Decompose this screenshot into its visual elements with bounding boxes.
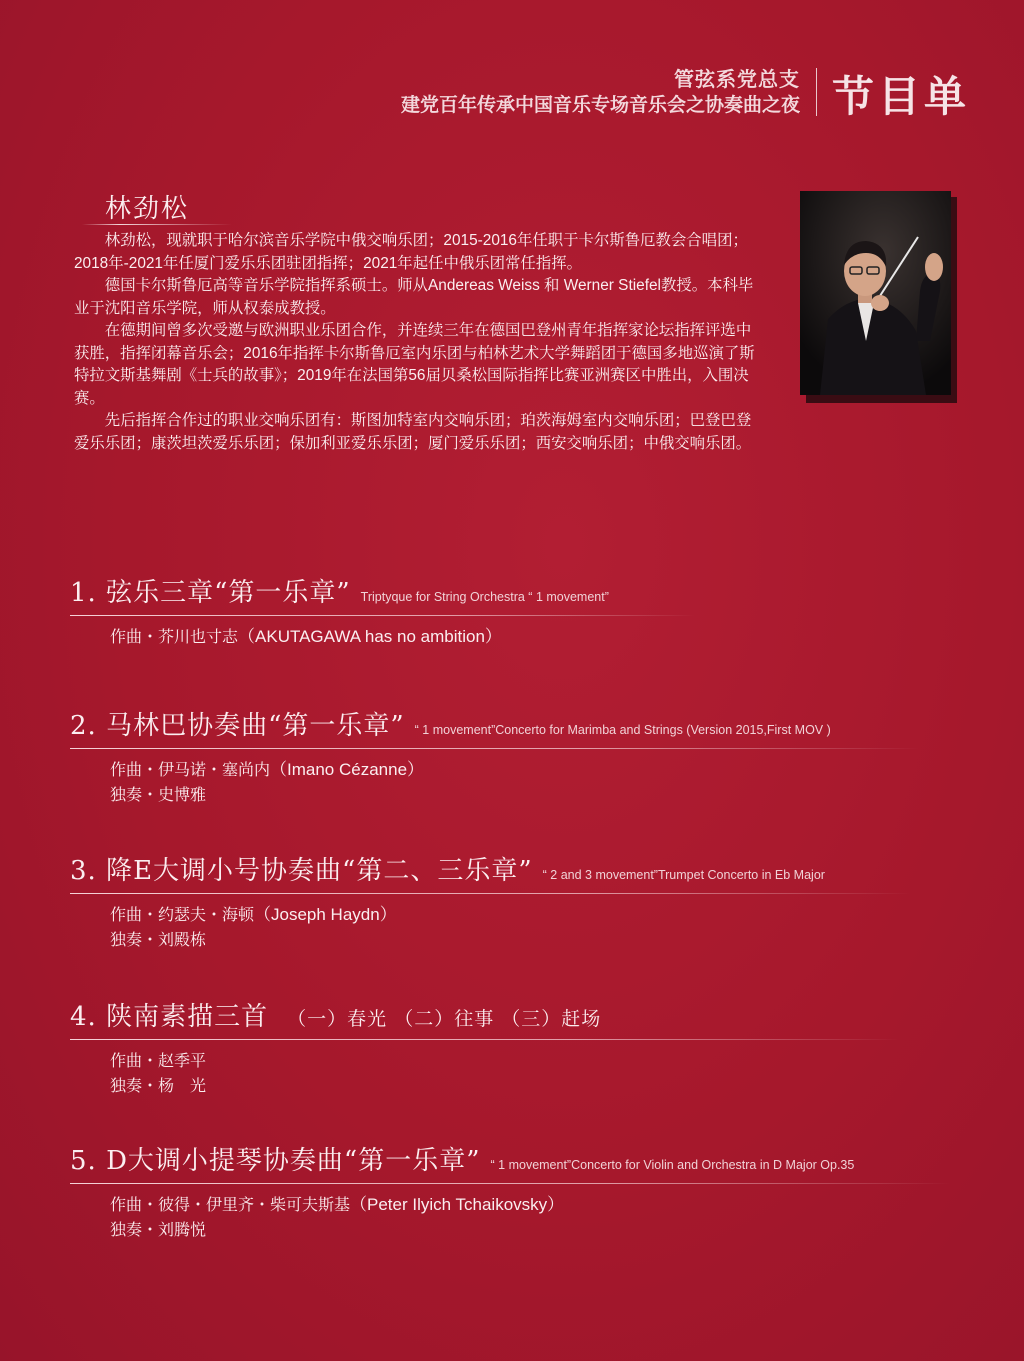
divider-rule (70, 1183, 950, 1184)
soloist-line: 独奏・刘腾悦 (110, 1220, 207, 1239)
item-title-row (70, 850, 950, 887)
piece-subtitle: （一）春光 （二）往事 （三）赶场 (287, 1008, 602, 1030)
piece-title: 2. 马林巴协奏曲“第一乐章” (70, 711, 405, 741)
program-item-2 (70, 705, 950, 807)
composer-line (110, 624, 950, 649)
page-title: 节目单 (832, 72, 971, 121)
item-title-row (70, 572, 950, 609)
conductor-name: 林劲松 (105, 194, 190, 224)
bio-paragraph: 在德期间曾多次受邀与欧洲职业乐团合作，并连续三年在德国巴登州青年指挥家论坛指挥评选中获胜，指挥闭幕音乐会；2016年指挥卡尔斯鲁厄室内乐团与柏林艺术大学舞蹈团于德国多地巡演了斯特拉文斯基舞剧《士兵的故事》；2019年在法国第56届贝桑松国际指挥比赛亚洲赛区中胜出，入围决赛。 (74, 322, 755, 407)
piece-title-en: “ 1 movement”Concerto for Violin and Orchestra in D Major Op.35 (490, 1158, 855, 1172)
piece-title: 3. 降E大调小号协奏曲“第二、三乐章” (70, 856, 533, 886)
composer-en: （Joseph Haydn） (254, 905, 397, 924)
composer: 作曲・赵季平 (110, 1051, 207, 1070)
piece-title: 1. 弦乐三章“第一乐章” (70, 578, 351, 608)
divider-rule (70, 1039, 900, 1040)
composer-line (110, 1048, 950, 1073)
header-divider (816, 68, 817, 116)
item-title-row (70, 705, 950, 742)
piece-title-en: “ 1 movement”Concerto for Marimba and Strings (Version 2015,First MOV ) (414, 723, 831, 737)
soloist-line: 独奏・杨 光 (110, 1076, 207, 1095)
program-item-3 (70, 850, 950, 952)
divider-rule (70, 893, 910, 894)
soloist-line: 独奏・史博雅 (110, 785, 207, 804)
composer: 作曲・彼得・伊里齐・柴可夫斯基 (110, 1195, 351, 1214)
composer-en: （AKUTAGAWA has no ambition） (238, 627, 502, 646)
item-title-row (70, 996, 950, 1033)
program-item-4 (70, 996, 950, 1098)
bio-paragraph: 德国卡尔斯鲁厄高等音乐学院指挥系硕士。师从Andereas Weiss 和 Werner Stiefel教授。本科毕业于沈阳音乐学院，师从权泰成教授。 (74, 277, 754, 317)
header-org: 管弦系党总支 (674, 67, 800, 91)
piece-title: 5. D大调小提琴协奏曲“第一乐章” (70, 1146, 481, 1176)
conductor-bio (74, 230, 760, 455)
composer-line (110, 757, 950, 782)
piece-title-en: “ 2 and 3 movement”Trumpet Concerto in Eb Major (542, 868, 825, 882)
divider-rule (70, 615, 695, 616)
composer-en: （Imano Cézanne） (270, 760, 425, 779)
conductor-photo (800, 191, 951, 395)
header-text-block (401, 66, 800, 118)
composer: 作曲・约瑟夫・海顿 (110, 905, 255, 924)
item-title-row (70, 1140, 950, 1177)
piece-title: 4. 陕南素描三首 (70, 1002, 269, 1032)
bio-paragraph: 林劲松，现就职于哈尔滨音乐学院中俄交响乐团；2015-2016年任职于卡尔斯鲁厄教会合唱团；2018年-2021年任厦门爱乐乐团驻团指挥；2021年起任中俄乐团常任指挥。 (74, 232, 748, 272)
composer-line (110, 1192, 950, 1217)
soloist-line: 独奏・刘殿栋 (110, 930, 207, 949)
program-item-1 (70, 572, 950, 649)
name-underline (82, 224, 232, 225)
composer: 作曲・伊马诺・塞尚内 (110, 760, 271, 779)
composer: 作曲・芥川也寸志 (110, 627, 239, 646)
conductor-photo-illustration (800, 191, 951, 395)
piece-title-en: Triptyque for String Orchestra “ 1 movement” (360, 590, 609, 604)
divider-rule (70, 748, 920, 749)
composer-en: （Peter Ilyich Tchaikovsky） (350, 1195, 565, 1214)
bio-paragraph: 先后指挥合作过的职业交响乐团有：斯图加特室内交响乐团；珀茨海姆室内交响乐团；巴登巴登爱乐乐团；康茨坦茨爱乐乐团；保加利亚爱乐乐团；厦门爱乐乐团；西安交响乐团；中俄交响乐团。 (74, 412, 752, 452)
composer-line (110, 902, 950, 927)
header-subtitle: 建党百年传承中国音乐专场音乐会之协奏曲之夜 (400, 94, 800, 116)
program-item-5 (70, 1140, 950, 1242)
